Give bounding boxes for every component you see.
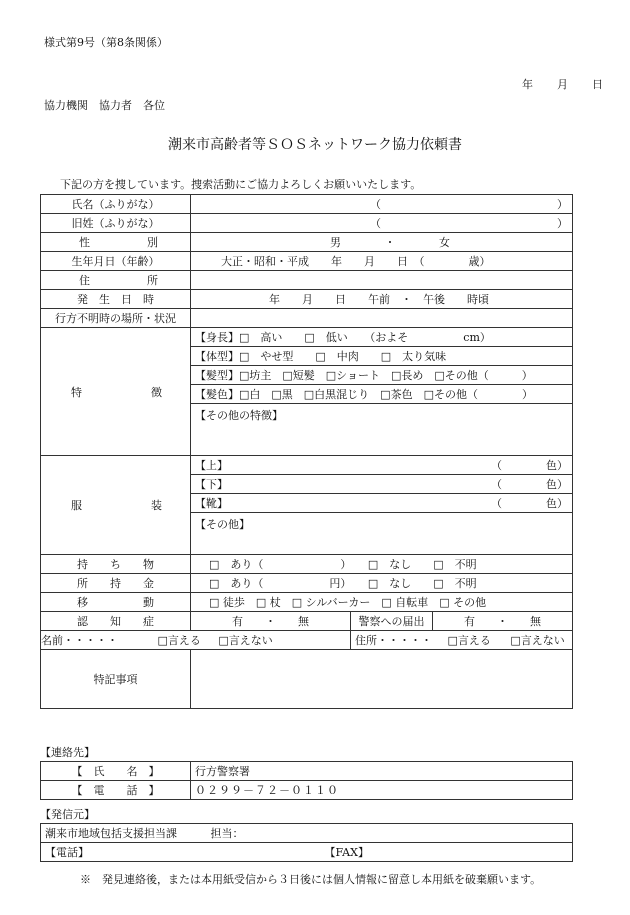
- row-birth: [41, 252, 573, 271]
- sender-dept-cell: [41, 824, 573, 843]
- sex-field[interactable]: [191, 233, 573, 252]
- belongings-field[interactable]: □ あり（ ） □ なし □ 不明: [191, 555, 573, 574]
- name-paren-open: （: [370, 198, 381, 211]
- name-paren-close: ）: [557, 198, 568, 211]
- address-field[interactable]: [191, 271, 573, 290]
- sex-male[interactable]: 男: [330, 236, 341, 249]
- birth-label: 生年月日（年齢）: [41, 252, 191, 271]
- dementia-field[interactable]: 有 ・ 無: [191, 612, 351, 631]
- money-field[interactable]: □ あり（ 円） □ なし □ 不明: [191, 574, 573, 593]
- transport-field[interactable]: □ 徒歩 □ 杖 □ シルバーカー □ 自転車 □ その他: [191, 593, 573, 612]
- contact-name-row: [41, 762, 573, 781]
- occur-label: 発 生 日 時: [41, 290, 191, 309]
- addressee: 協力機関 協力者 各位: [44, 99, 165, 112]
- name-field[interactable]: [191, 195, 573, 214]
- contact-name-label: 【 氏 名 】: [41, 762, 191, 781]
- date-year: 年: [522, 78, 533, 91]
- name-can-checkbox[interactable]: □言える: [157, 634, 201, 647]
- sex-dot: ・: [384, 236, 396, 249]
- sender-dept: 潮来市地域包括支援担当課: [45, 827, 177, 840]
- sender-heading: 【発信元】: [40, 808, 95, 821]
- addr-cannot-checkbox[interactable]: □言えない: [510, 634, 565, 647]
- feature-hair-style[interactable]: 【髪型】□坊主 □短髪 □ショート □長め □その他（ ）: [191, 366, 573, 385]
- sex-label: 性 別: [41, 233, 191, 252]
- belongings-label: 持 ち 物: [41, 555, 191, 574]
- name-say-cell: [41, 631, 351, 650]
- transport-label: 移 動: [41, 593, 191, 612]
- row-address: [41, 271, 573, 290]
- row-belongings: [41, 555, 573, 574]
- police-label: 警察への届出: [351, 612, 433, 631]
- sender-dept-row: [41, 824, 573, 843]
- features-label: 特 徴: [41, 328, 191, 456]
- name-say-label: 名前・・・・・: [41, 634, 118, 647]
- maiden-label: 旧姓（ふりがな）: [41, 214, 191, 233]
- row-money: [41, 574, 573, 593]
- date-month: 月: [557, 78, 568, 91]
- name-label: 氏名（ふりがな）: [41, 195, 191, 214]
- row-clothing-top: [41, 456, 573, 475]
- intro-text: 下記の方を捜しています。捜索活動にご協力よろしくお願いいたします。: [60, 178, 422, 191]
- clothing-bottom[interactable]: 【下】 （ 色）: [191, 475, 573, 494]
- sender-phone-cell: [41, 843, 573, 862]
- feature-height[interactable]: 【身長】□ 高い □ 低い （およそ cm）: [191, 328, 573, 347]
- missing-label: 行方不明時の場所・状況: [41, 309, 191, 328]
- police-field[interactable]: 有 ・ 無: [433, 612, 573, 631]
- row-missing: [41, 309, 573, 328]
- dementia-label: 認 知 症: [41, 612, 191, 631]
- page-title: 潮来市高齢者等ＳＯＳネットワーク協力依頼書: [168, 137, 462, 153]
- contact-table: [40, 761, 573, 800]
- form-number: 様式第9号（第8条関係）: [44, 36, 168, 49]
- contact-phone-label: 【 電 話 】: [41, 781, 191, 800]
- maiden-paren-close: ）: [557, 217, 568, 230]
- feature-build[interactable]: 【体型】□ やせ型 □ 中肉 □ 太り気味: [191, 347, 573, 366]
- row-maiden-name: [41, 214, 573, 233]
- notes-field[interactable]: [191, 650, 573, 709]
- clothing-top[interactable]: 【上】 （ 色）: [191, 456, 573, 475]
- sender-table: [40, 823, 573, 862]
- row-name: [41, 195, 573, 214]
- sender-fax[interactable]: 【FAX】: [324, 846, 369, 859]
- row-dementia: [41, 612, 573, 631]
- birth-field[interactable]: 大正・昭和・平成 年 月 日 （ 歳）: [191, 252, 573, 271]
- row-sex: [41, 233, 573, 252]
- money-label: 所 持 金: [41, 574, 191, 593]
- sender-person[interactable]: 担当：: [210, 827, 244, 840]
- address-label: 住 所: [41, 271, 191, 290]
- clothing-label: 服 装: [41, 456, 191, 555]
- sender-phone-row: [41, 843, 573, 862]
- name-cannot-checkbox[interactable]: □言えない: [218, 634, 273, 647]
- row-transport: [41, 593, 573, 612]
- feature-hair-color[interactable]: 【髪色】□白 □黒 □白黒混じり □茶色 □その他（ ）: [191, 385, 573, 404]
- clothing-shoes[interactable]: 【靴】 （ 色）: [191, 494, 573, 513]
- sex-female[interactable]: 女: [439, 236, 450, 249]
- addr-can-checkbox[interactable]: □言える: [447, 634, 491, 647]
- sender-phone[interactable]: 【電話】: [45, 846, 89, 859]
- clothing-other[interactable]: 【その他】: [191, 513, 573, 555]
- request-form-table: [40, 194, 573, 709]
- contact-phone-row: [41, 781, 573, 800]
- contact-phone-value: ０２９９－７２－０１１０: [191, 781, 573, 800]
- feature-other[interactable]: 【その他の特徴】: [191, 404, 573, 456]
- row-can-say: [41, 631, 573, 650]
- addr-say-cell: [351, 631, 573, 650]
- missing-field[interactable]: [191, 309, 573, 328]
- contact-name-value: 行方警察署: [191, 762, 573, 781]
- row-notes: [41, 650, 573, 709]
- maiden-paren-open: （: [370, 217, 381, 230]
- occur-field[interactable]: 年 月 日 午前 ・ 午後 時頃: [191, 290, 573, 309]
- maiden-field[interactable]: [191, 214, 573, 233]
- row-occurrence: [41, 290, 573, 309]
- footer-note: ※ 発見連絡後，または本用紙受信から３日後には個人情報に留意し本用紙を破棄願います。: [80, 873, 542, 886]
- date-day: 日: [592, 78, 603, 91]
- row-feature-height: [41, 328, 573, 347]
- contact-heading: 【連絡先】: [40, 746, 95, 759]
- notes-label: 特記事項: [41, 650, 191, 709]
- addr-say-label: 住所・・・・・: [355, 634, 432, 647]
